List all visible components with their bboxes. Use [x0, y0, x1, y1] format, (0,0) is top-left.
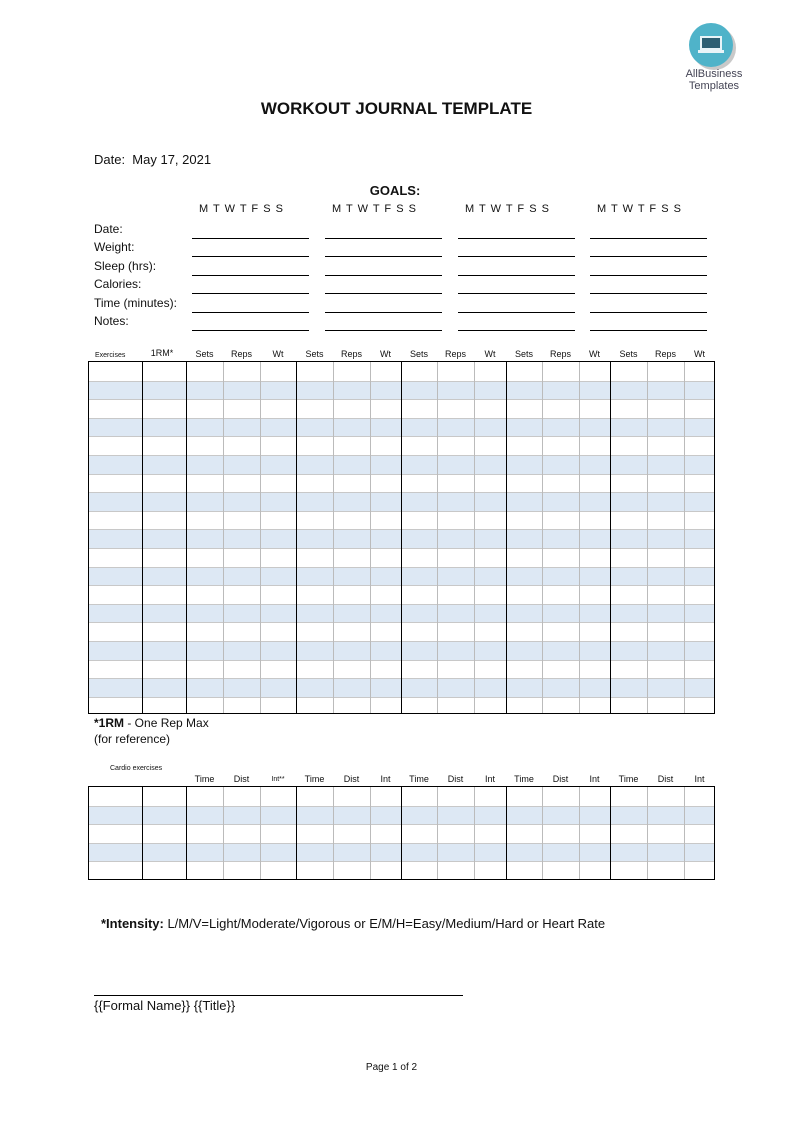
column-divider: [142, 787, 143, 879]
goals-entry-line[interactable]: [325, 256, 442, 257]
cardio-col-header: Int: [484, 774, 495, 784]
goals-row-label: Time (minutes):: [94, 296, 177, 310]
logo-text-line2: Templates: [688, 80, 740, 92]
signature-line: [94, 995, 463, 996]
column-divider: [186, 362, 187, 713]
column-divider: [542, 787, 543, 879]
column-divider: [684, 362, 685, 713]
goals-entry-line[interactable]: [192, 312, 309, 313]
column-divider: [370, 787, 371, 879]
date-line: Date: May 17, 2021: [94, 152, 212, 167]
cardio-col-header: Int: [589, 774, 600, 784]
cardio-col-header: Int: [694, 774, 705, 784]
goals-entry-line[interactable]: [192, 238, 309, 239]
exercise-col-header: Sets: [409, 349, 428, 359]
signature-text: {{Formal Name}} {{Title}}: [94, 998, 236, 1013]
goals-entry-line[interactable]: [325, 293, 442, 294]
exercises-label: Exercises: [95, 352, 126, 359]
cardio-col-header: Int: [380, 774, 391, 784]
exercise-col-header: Wt: [484, 349, 496, 359]
column-divider: [401, 787, 402, 879]
goals-days-header: M T W T F S S: [465, 203, 550, 215]
logo-badge: [689, 23, 733, 67]
exercise-col-header: Wt: [694, 349, 705, 359]
goals-days-header: M T W T F S S: [199, 203, 284, 215]
cardio-col-header: Dist: [552, 774, 569, 784]
cardio-col-header: Time: [194, 774, 215, 784]
exercise-col-header: Sets: [195, 349, 214, 359]
column-divider: [333, 362, 334, 713]
goals-row-label: Sleep (hrs):: [94, 259, 157, 273]
cardio-col-header: Time: [618, 774, 639, 784]
exercise-col-header: Reps: [654, 349, 676, 359]
exercise-col-header: Reps: [549, 349, 571, 359]
column-divider: [296, 362, 297, 713]
laptop-base: [698, 50, 724, 53]
onerm-footnote-line2: (for reference): [94, 732, 171, 746]
goals-entry-line[interactable]: [590, 256, 707, 257]
column-divider: [542, 362, 543, 713]
exercise-table: [88, 361, 715, 714]
goals-days-header: M T W T F S S: [597, 203, 682, 215]
column-divider: [186, 787, 187, 879]
goals-entry-line[interactable]: [590, 238, 707, 239]
column-divider: [474, 362, 475, 713]
goals-entry-line[interactable]: [458, 330, 575, 331]
cardio-table: [88, 786, 715, 880]
goals-entry-line[interactable]: [325, 312, 442, 313]
cardio-col-header: Time: [514, 774, 534, 784]
column-divider: [260, 787, 261, 879]
goals-entry-line[interactable]: [192, 256, 309, 257]
column-divider: [223, 362, 224, 713]
goals-entry-line[interactable]: [458, 238, 575, 239]
column-divider: [437, 787, 438, 879]
goals-entry-line[interactable]: [458, 275, 575, 276]
column-divider: [474, 787, 475, 879]
goals-row-label: Notes:: [94, 314, 129, 328]
intensity-note: [101, 916, 605, 931]
column-divider: [142, 362, 143, 713]
cardio-col-header: Dist: [233, 774, 250, 784]
intensity-note-bold: *Intensity:: [101, 916, 164, 931]
column-divider: [506, 362, 507, 713]
goals-entry-line[interactable]: [590, 293, 707, 294]
cardio-col-header: Dist: [657, 774, 674, 784]
cardio-label: Cardio exercises: [110, 765, 163, 772]
cardio-col-header: Dist: [447, 774, 464, 784]
goals-entry-line[interactable]: [458, 312, 575, 313]
column-divider: [296, 787, 297, 879]
goals-days-header: M T W T F S S: [332, 203, 417, 215]
goals-entry-line[interactable]: [590, 275, 707, 276]
column-divider: [401, 362, 402, 713]
onerm-footnote-bold: *1RM: [94, 716, 125, 730]
goals-entry-line[interactable]: [590, 330, 707, 331]
onerm-footnote-text: - One Rep Max: [124, 716, 209, 730]
cardio-col-header: Time: [409, 774, 429, 784]
column-divider: [647, 362, 648, 713]
cardio-col-header: Int**: [271, 776, 285, 783]
column-divider: [684, 787, 685, 879]
goals-entry-line[interactable]: [325, 330, 442, 331]
column-divider: [579, 362, 580, 713]
goals-entry-line[interactable]: [192, 275, 309, 276]
exercise-col-header: Reps: [230, 349, 252, 359]
goals-entry-line[interactable]: [325, 238, 442, 239]
column-divider: [610, 787, 611, 879]
column-divider: [370, 362, 371, 713]
column-divider: [579, 787, 580, 879]
exercise-col-header: Wt: [380, 349, 391, 359]
exercise-col-header: Reps: [340, 349, 362, 359]
exercise-col-header: Sets: [619, 349, 638, 359]
goals-row-label: Weight:: [94, 240, 135, 254]
column-divider: [506, 787, 507, 879]
exercise-col-header: Reps: [444, 349, 466, 359]
goals-entry-line[interactable]: [458, 256, 575, 257]
document-title: WORKOUT JOURNAL TEMPLATE: [260, 99, 533, 118]
column-divider: [647, 787, 648, 879]
onerm-label: 1RM*: [150, 348, 174, 358]
column-divider: [333, 787, 334, 879]
exercise-col-header: Sets: [305, 349, 324, 359]
goals-entry-line[interactable]: [458, 293, 575, 294]
goals-entry-line[interactable]: [590, 312, 707, 313]
intensity-note-text: L/M/V=Light/Moderate/Vigorous or E/M/H=Easy/Medium/Hard or Heart Rate: [163, 916, 606, 931]
laptop-icon: [700, 36, 722, 50]
cardio-col-header: Dist: [343, 774, 360, 784]
goals-row-label: Date:: [94, 222, 123, 236]
column-divider: [610, 362, 611, 713]
exercise-col-header: Sets: [514, 349, 533, 359]
page-footer: Page 1 of 2: [365, 1062, 418, 1073]
goals-heading: GOALS:: [369, 183, 421, 198]
onerm-footnote: [94, 716, 209, 730]
exercise-col-header: Wt: [272, 349, 284, 359]
column-divider: [260, 362, 261, 713]
goals-row-label: Calories:: [94, 277, 142, 291]
column-divider: [437, 362, 438, 713]
exercise-col-header: Wt: [589, 349, 600, 359]
logo-text-line1: AllBusiness: [685, 68, 743, 80]
goals-entry-line[interactable]: [192, 330, 309, 331]
column-divider: [223, 787, 224, 879]
cardio-col-header: Time: [304, 774, 325, 784]
goals-entry-line[interactable]: [325, 275, 442, 276]
goals-entry-line[interactable]: [192, 293, 309, 294]
